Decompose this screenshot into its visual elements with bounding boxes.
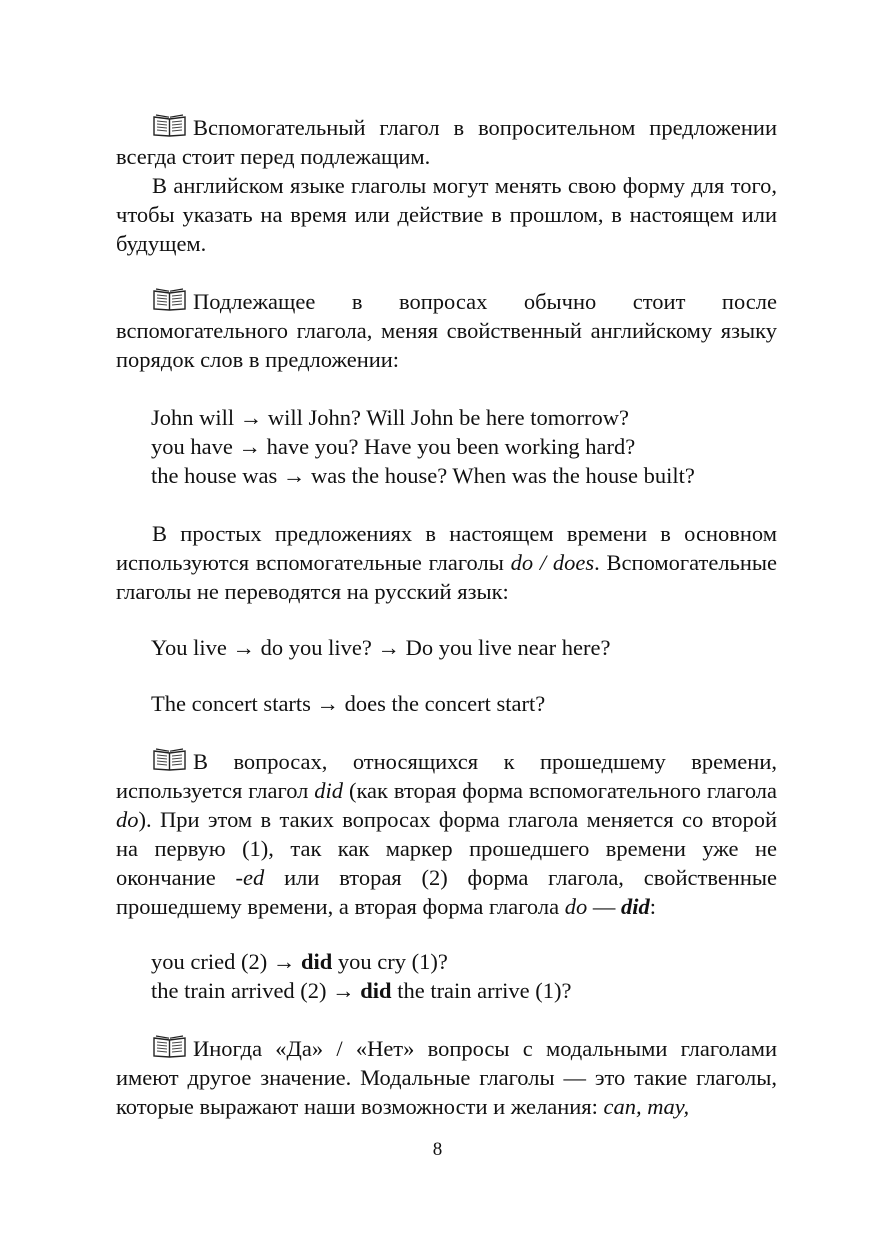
example-line: the train arrived (2) → did the train arrive (1)? [151, 978, 572, 1003]
page-number: 8 [432, 1139, 443, 1160]
paragraph-verb-forms: В английском языке глаголы могут менять свою форму для того, чтобы указать на время или действие в прошлом, в настоящем или будущем. [116, 173, 777, 256]
book-icon [152, 288, 187, 311]
example-line: you cried (2) → did you cry (1)? [151, 949, 448, 974]
page-body [116, 113, 777, 1121]
paragraph-auxiliary-rule: Вспомогательный глагол в вопросительном предложении всегда стоит перед подлежащим. [116, 115, 777, 169]
example-line: John will → will John? Will John be here tomorrow? [151, 405, 629, 430]
example-line: the house was → was the house? When was the house built? [151, 463, 695, 488]
example-list-inversion [116, 403, 777, 490]
example-list-did [116, 947, 777, 1005]
paragraph-subject-order: Подлежащее в вопросах обычно стоит после вспомогательного глагола, меняя свойственный английскому языку порядок слов в предложении: [116, 289, 777, 372]
paragraph-did: В вопросах, относящихся к прошедшему времени, используется глагол did (как вторая форма вспомогательного глагола do). При этом в таких вопросах форма глагола меняется со второй на первую (1), так как маркер прошедшего времени уже не окончание -ed или вторая (2) форма глагола, свойственные прошедшему времени, а вторая форма глагола do — did: [116, 749, 777, 919]
book-icon [152, 114, 187, 137]
paragraph-do-does: В простых предложениях в настоящем времени в основном используются вспомогательные глаголы do / does. Вспомогательные глаголы не переводятся на русский язык: [116, 521, 777, 604]
example-line: you have → have you? Have you been working hard? [151, 434, 636, 459]
example-line: You live → do you live? → Do you live near here? [151, 635, 611, 660]
paragraph-modal-verbs: Иногда «Да» / «Нет» вопросы с модальными глаголами имеют другое значение. Модальные глаголы — это такие глаголы, которые выражают наши возможности и желания: can, may, [116, 1036, 777, 1119]
example-line: The concert starts → does the concert start? [151, 691, 546, 716]
book-icon [152, 1035, 187, 1058]
book-icon [152, 748, 187, 771]
